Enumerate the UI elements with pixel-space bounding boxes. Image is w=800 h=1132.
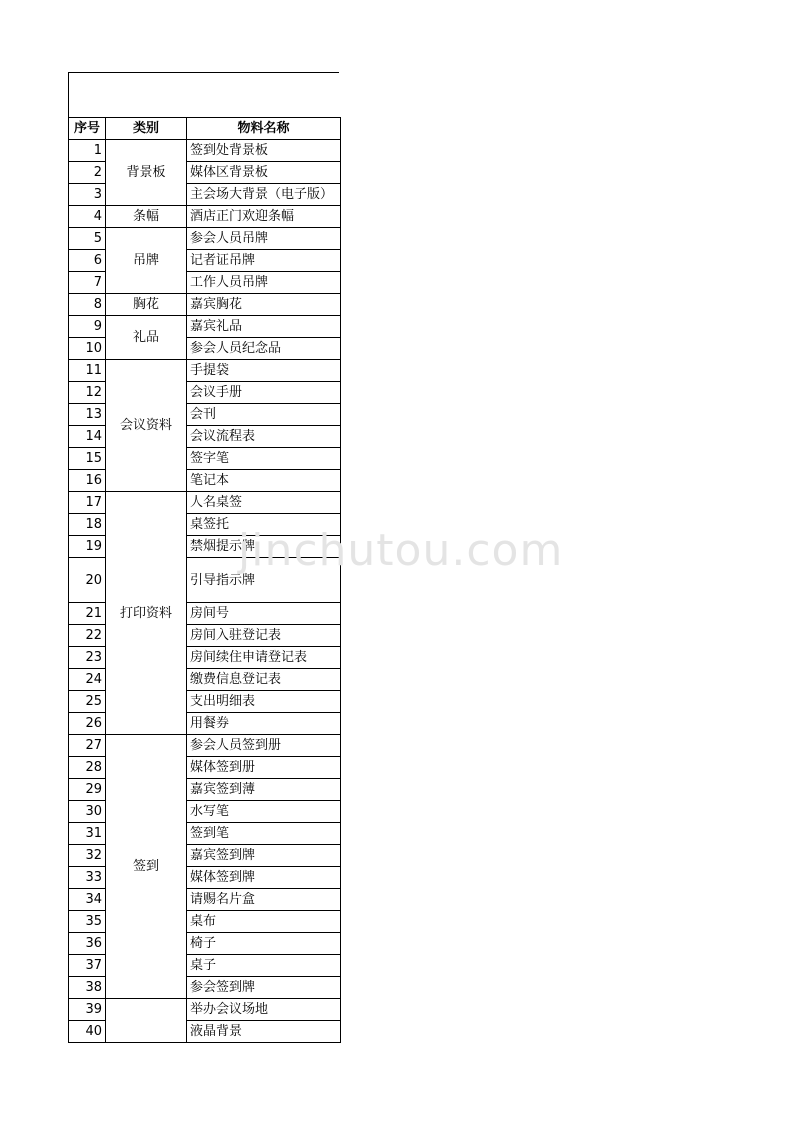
material-name: 签到处背景板 (187, 140, 341, 162)
row-number: 7 (69, 272, 106, 294)
row-number: 4 (69, 206, 106, 228)
header-no: 序号 (69, 118, 106, 140)
table-row (69, 735, 341, 757)
row-number: 35 (69, 911, 106, 933)
material-name: 媒体签到牌 (187, 867, 341, 889)
material-name: 桌签托 (187, 514, 341, 536)
material-name: 笔记本 (187, 470, 341, 492)
material-name: 举办会议场地 (187, 999, 341, 1021)
material-name: 签字笔 (187, 448, 341, 470)
table-body (69, 140, 341, 1043)
row-number: 36 (69, 933, 106, 955)
table-row (69, 492, 341, 514)
row-number: 17 (69, 492, 106, 514)
row-number: 33 (69, 867, 106, 889)
row-number: 11 (69, 360, 106, 382)
material-name: 参会签到牌 (187, 977, 341, 999)
category-cell (106, 999, 187, 1043)
row-number: 3 (69, 184, 106, 206)
material-name: 嘉宾胸花 (187, 294, 341, 316)
row-number: 29 (69, 779, 106, 801)
row-number: 21 (69, 603, 106, 625)
table-row (69, 999, 341, 1021)
row-number: 28 (69, 757, 106, 779)
row-number: 8 (69, 294, 106, 316)
table-row (69, 206, 341, 228)
material-name: 工作人员吊牌 (187, 272, 341, 294)
material-name: 房间号 (187, 603, 341, 625)
row-number: 24 (69, 669, 106, 691)
category-cell: 签到 (106, 735, 187, 999)
table-row (69, 228, 341, 250)
category-cell: 礼品 (106, 316, 187, 360)
material-name: 房间续住申请登记表 (187, 647, 341, 669)
row-number: 31 (69, 823, 106, 845)
row-number: 6 (69, 250, 106, 272)
row-number: 1 (69, 140, 106, 162)
material-name: 签到笔 (187, 823, 341, 845)
category-cell: 吊牌 (106, 228, 187, 294)
material-name: 请赐名片盒 (187, 889, 341, 911)
category-cell: 条幅 (106, 206, 187, 228)
sheet-title-row (68, 72, 339, 118)
category-cell: 打印资料 (106, 492, 187, 735)
row-number: 10 (69, 338, 106, 360)
material-name: 液晶背景 (187, 1021, 341, 1043)
material-name: 桌子 (187, 955, 341, 977)
materials-table (68, 117, 341, 1043)
header-name: 物料名称 (187, 118, 341, 140)
table-row (69, 140, 341, 162)
table-header-row (69, 118, 341, 140)
table-row (69, 316, 341, 338)
row-number: 26 (69, 713, 106, 735)
material-name: 水写笔 (187, 801, 341, 823)
row-number: 12 (69, 382, 106, 404)
material-name: 参会人员纪念品 (187, 338, 341, 360)
row-number: 34 (69, 889, 106, 911)
material-name: 人名桌签 (187, 492, 341, 514)
row-number: 2 (69, 162, 106, 184)
row-number: 20 (69, 558, 106, 603)
material-name: 参会人员吊牌 (187, 228, 341, 250)
row-number: 5 (69, 228, 106, 250)
table-row (69, 294, 341, 316)
row-number: 25 (69, 691, 106, 713)
row-number: 40 (69, 1021, 106, 1043)
row-number: 38 (69, 977, 106, 999)
material-name: 桌布 (187, 911, 341, 933)
material-name: 房间入驻登记表 (187, 625, 341, 647)
category-cell: 背景板 (106, 140, 187, 206)
material-name: 缴费信息登记表 (187, 669, 341, 691)
row-number: 15 (69, 448, 106, 470)
material-name: 记者证吊牌 (187, 250, 341, 272)
row-number: 37 (69, 955, 106, 977)
category-cell: 胸花 (106, 294, 187, 316)
material-name: 支出明细表 (187, 691, 341, 713)
row-number: 18 (69, 514, 106, 536)
row-number: 27 (69, 735, 106, 757)
material-name: 椅子 (187, 933, 341, 955)
material-name: 嘉宾礼品 (187, 316, 341, 338)
category-cell: 会议资料 (106, 360, 187, 492)
material-name: 引导指示牌 (187, 558, 341, 603)
watermark: jinchutou.com (238, 525, 564, 576)
material-name: 会议流程表 (187, 426, 341, 448)
material-name: 手提袋 (187, 360, 341, 382)
row-number: 30 (69, 801, 106, 823)
row-number: 9 (69, 316, 106, 338)
material-name: 用餐券 (187, 713, 341, 735)
material-name: 会议手册 (187, 382, 341, 404)
row-number: 16 (69, 470, 106, 492)
row-number: 22 (69, 625, 106, 647)
header-category: 类别 (106, 118, 187, 140)
material-name: 嘉宾签到牌 (187, 845, 341, 867)
row-number: 32 (69, 845, 106, 867)
material-name: 禁烟提示牌 (187, 536, 341, 558)
material-name: 媒体区背景板 (187, 162, 341, 184)
material-name: 主会场大背景（电子版） (187, 184, 341, 206)
table-row (69, 360, 341, 382)
row-number: 39 (69, 999, 106, 1021)
row-number: 23 (69, 647, 106, 669)
material-name: 会刊 (187, 404, 341, 426)
material-name: 媒体签到册 (187, 757, 341, 779)
material-name: 酒店正门欢迎条幅 (187, 206, 341, 228)
row-number: 13 (69, 404, 106, 426)
row-number: 14 (69, 426, 106, 448)
material-name: 参会人员签到册 (187, 735, 341, 757)
material-name: 嘉宾签到薄 (187, 779, 341, 801)
row-number: 19 (69, 536, 106, 558)
